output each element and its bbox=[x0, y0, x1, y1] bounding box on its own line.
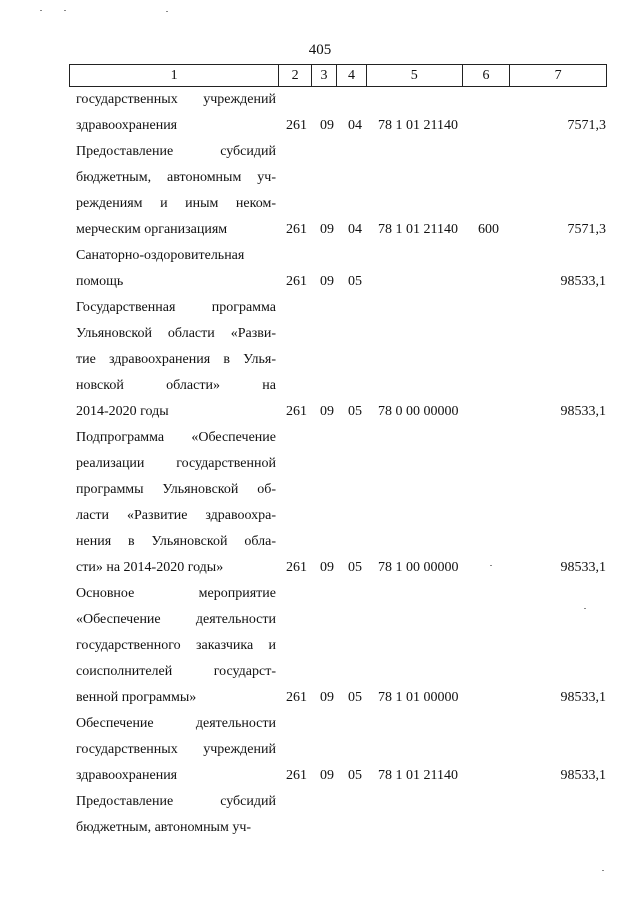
column-header-2: 2 bbox=[279, 65, 312, 86]
cell-subsection: 04 bbox=[348, 118, 362, 133]
row-name-line: Санаторно-оздоровительная bbox=[76, 248, 245, 263]
row-name-line: Предоставление субсидий bbox=[76, 794, 276, 809]
column-header-1: 1 bbox=[70, 65, 279, 86]
cell-section: 09 bbox=[320, 690, 334, 705]
row-name-line: Государственная программа bbox=[76, 300, 276, 315]
cell-code-gr: 261 bbox=[286, 768, 307, 783]
cell-amount: 98533,1 bbox=[560, 690, 606, 705]
row-name-line: новской области» на bbox=[76, 378, 276, 393]
cell-subsection: 04 bbox=[348, 222, 362, 237]
cell-section: 09 bbox=[320, 404, 334, 419]
cell-section: 09 bbox=[320, 274, 334, 289]
cell-code-gr: 261 bbox=[286, 274, 307, 289]
cell-code-gr: 261 bbox=[286, 222, 307, 237]
row-name bbox=[76, 789, 276, 841]
cell-code-gr: 261 bbox=[286, 118, 307, 133]
cell-amount: 7571,3 bbox=[567, 118, 606, 133]
row-name-line: здравоохранения bbox=[76, 768, 178, 783]
cell-amount: 98533,1 bbox=[560, 768, 606, 783]
cell-subsection: 05 bbox=[348, 768, 362, 783]
row-name-line: сти» на 2014-2020 годы» bbox=[76, 560, 224, 575]
row-name-line: бюджетным, автономным уч- bbox=[76, 820, 252, 835]
row-name-line: ласти «Развитие здравоохра- bbox=[76, 508, 276, 523]
table-row bbox=[0, 789, 640, 841]
scan-speck bbox=[602, 870, 604, 871]
table-row bbox=[0, 425, 640, 581]
page-number: 405 bbox=[308, 42, 332, 58]
row-name-line: соисполнителей государст- bbox=[76, 664, 276, 679]
table-row bbox=[0, 87, 640, 139]
row-name-line: реализации государственной bbox=[76, 456, 276, 471]
row-name-line: программы Ульяновской об- bbox=[76, 482, 276, 497]
row-name-line: Обеспечение деятельности bbox=[76, 716, 276, 731]
row-name-line: помощь bbox=[76, 274, 124, 289]
row-name-line: Основное мероприятие bbox=[76, 586, 276, 601]
cell-expense-type: 600 bbox=[478, 222, 499, 237]
cell-section: 09 bbox=[320, 118, 334, 133]
row-name-line: венной программы» bbox=[76, 690, 197, 705]
cell-amount: 7571,3 bbox=[567, 222, 606, 237]
column-header-3: 3 bbox=[312, 65, 337, 86]
cell-section: 09 bbox=[320, 560, 334, 575]
cell-target-article: 78 0 00 00000 bbox=[378, 404, 459, 419]
row-name-line: Предоставление субсидий bbox=[76, 144, 276, 159]
scan-speck bbox=[64, 10, 66, 11]
row-name bbox=[76, 243, 276, 295]
cell-code-gr: 261 bbox=[286, 404, 307, 419]
cell-section: 09 bbox=[320, 768, 334, 783]
row-name bbox=[76, 139, 276, 243]
row-name-line: мерческим организациям bbox=[76, 222, 228, 237]
cell-section: 09 bbox=[320, 222, 334, 237]
cell-subsection: 05 bbox=[348, 560, 362, 575]
cell-target-article: 78 1 01 21140 bbox=[378, 118, 458, 133]
cell-subsection: 05 bbox=[348, 690, 362, 705]
cell-subsection: 05 bbox=[348, 404, 362, 419]
cell-code-gr: 261 bbox=[286, 560, 307, 575]
row-name-line: государственных учреждений bbox=[76, 742, 276, 757]
cell-amount: 98533,1 bbox=[560, 404, 606, 419]
row-name-line: нения в Ульяновской обла- bbox=[76, 534, 276, 549]
row-name-line: реждениям и иным неком- bbox=[76, 196, 276, 211]
scan-speck bbox=[40, 10, 42, 11]
row-name-line: бюджетным, автономным уч- bbox=[76, 170, 276, 185]
cell-target-article: 78 1 01 21140 bbox=[378, 768, 458, 783]
row-name bbox=[76, 711, 276, 789]
cell-target-article: 78 1 00 00000 bbox=[378, 560, 459, 575]
cell-target-article: 78 1 01 00000 bbox=[378, 690, 459, 705]
table-row bbox=[0, 139, 640, 243]
table-row bbox=[0, 581, 640, 711]
column-header-7: 7 bbox=[554, 67, 562, 83]
column-header-5: 5 bbox=[367, 65, 463, 86]
column-header-4: 4 bbox=[337, 65, 367, 86]
row-name bbox=[76, 581, 276, 711]
row-name-line: Ульяновской области «Разви- bbox=[76, 326, 276, 341]
row-name-line: «Обеспечение деятельности bbox=[76, 612, 276, 627]
column-header-6: 6 bbox=[463, 65, 511, 86]
row-name-line: государственных учреждений bbox=[76, 92, 276, 107]
cell-subsection: 05 bbox=[348, 274, 362, 289]
cell-target-article: 78 1 01 21140 bbox=[378, 222, 458, 237]
row-name-line: государственного заказчика и bbox=[76, 638, 276, 653]
row-name-line: тие здравоохранения в Улья- bbox=[76, 352, 276, 367]
column-header-row bbox=[69, 64, 607, 87]
table-row bbox=[0, 243, 640, 295]
cell-amount: 98533,1 bbox=[560, 560, 606, 575]
table-row bbox=[0, 295, 640, 425]
table-row bbox=[0, 711, 640, 789]
row-name bbox=[76, 295, 276, 425]
row-name-line: Подпрограмма «Обеспечение bbox=[76, 430, 276, 445]
row-name bbox=[76, 425, 276, 581]
cell-code-gr: 261 bbox=[286, 690, 307, 705]
cell-amount: 98533,1 bbox=[560, 274, 606, 289]
row-name bbox=[76, 87, 276, 139]
budget-table-body bbox=[0, 87, 640, 841]
row-name-line: здравоохранения bbox=[76, 118, 178, 133]
scan-speck bbox=[166, 11, 168, 12]
row-name-line: 2014-2020 годы bbox=[76, 404, 169, 419]
scan-speck bbox=[490, 565, 492, 566]
scan-speck bbox=[584, 608, 586, 609]
